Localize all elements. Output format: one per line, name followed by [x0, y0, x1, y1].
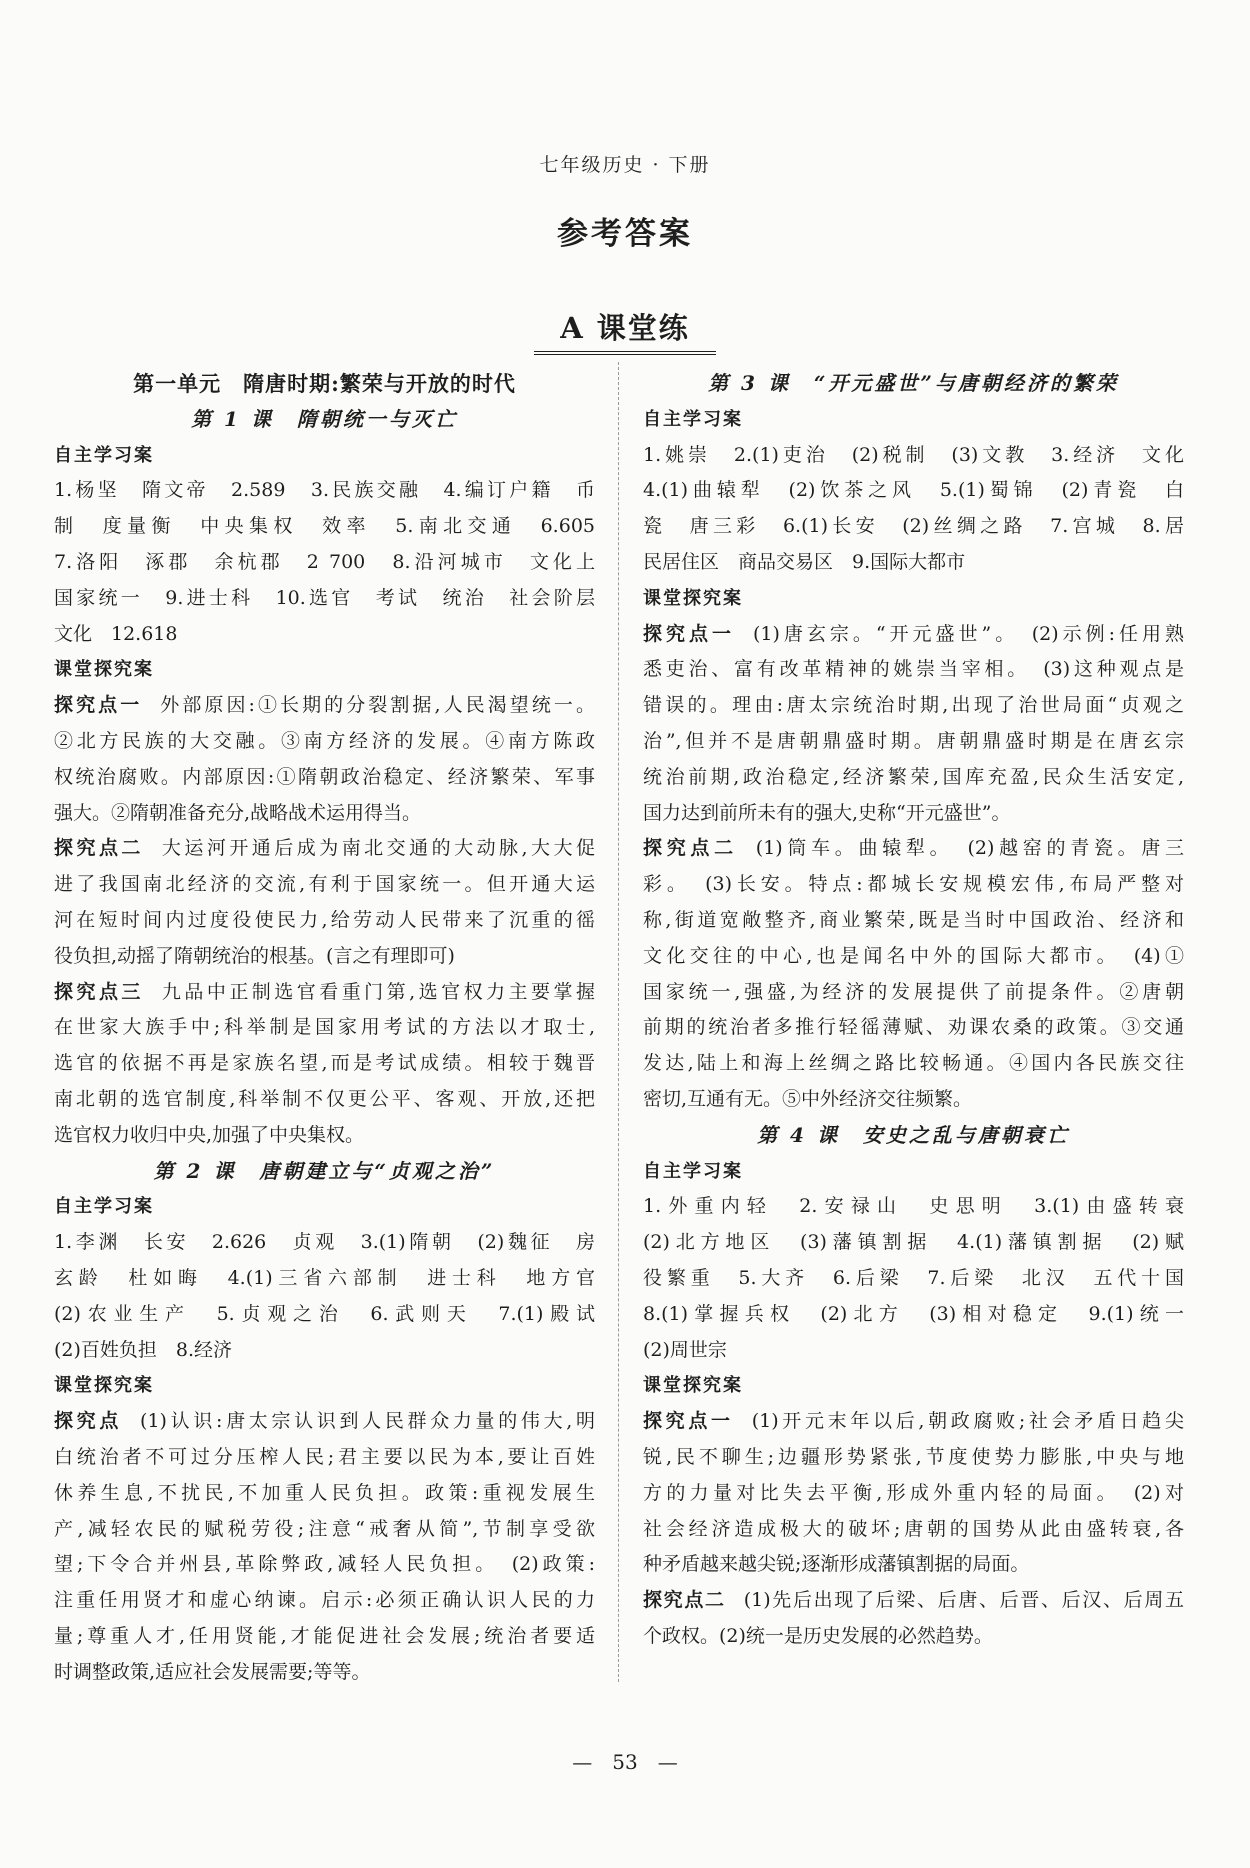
- right-column: [643, 366, 1184, 1655]
- text-line: 1.外重内轻 2.安禄山 史思明 3.(1)由盛转衰: [643, 1195, 1184, 1218]
- text-line: 望;下令合并州县,革除弊政,减轻人民负担。 (2)政策:: [54, 1553, 595, 1576]
- answer-paragraph: [54, 688, 595, 831]
- text-line: 役负担,动摇了隋朝统治的根基。(言之有理即可): [54, 944, 455, 967]
- line-text: (1)先后出现了后梁、后唐、后晋、后汉、后周五: [743, 1589, 1184, 1612]
- text-line: [643, 1404, 1184, 1440]
- answer-paragraph: [643, 1404, 1184, 1583]
- inquiry-point-label: 探究点二: [643, 1589, 726, 1612]
- inquiry-point-label: 探究点二: [54, 837, 144, 860]
- text-line: 1.姚崇 2.(1)吏治 (2)税制 (3)文教 3.经济 文化: [643, 443, 1184, 466]
- text-line: 产,减轻农民的赋税劳役;注意“戒奢从简”,节制享受欲: [54, 1517, 595, 1540]
- text-line: 7.洛阳 涿郡 余杭郡 2 700 8.沿河城市 文化上: [54, 550, 595, 573]
- left-column: [54, 366, 595, 1690]
- answer-paragraph: [54, 831, 595, 974]
- text-line: 南北朝的选官制度,科举制不仅更公平、客观、开放,还把: [54, 1087, 595, 1110]
- inquiry-point-label: 探究点二: [643, 837, 738, 860]
- text-line: 白统治者不可过分压榨人民;君主要以民为本,要让百姓: [54, 1445, 595, 1468]
- answer-paragraph: [54, 1225, 595, 1368]
- page-title: 参考答案: [557, 216, 693, 252]
- text-line: 强大。②隋朝准备充分,战略战术运用得当。: [54, 801, 422, 824]
- text-line: 瓷 唐三彩 6.(1)长安 (2)丝绸之路 7.宫城 8.居: [643, 515, 1184, 538]
- text-line: 选官权力收归中央,加强了中央集权。: [54, 1123, 365, 1146]
- text-line: 自主学习案: [643, 408, 743, 430]
- text-line: [54, 831, 595, 867]
- text-line: 课堂探究案: [643, 1375, 743, 1397]
- text-line: 密切,互通有无。⑤中外经济交往频繁。: [643, 1087, 973, 1110]
- text-line: (2)北方地区 (3)藩镇割据 4.(1)藩镇割据 (2)赋: [643, 1231, 1184, 1254]
- answer-paragraph: [54, 473, 595, 652]
- text-line: 在世家大族手中;科举制是国家用考试的方法以才取士,: [54, 1016, 595, 1039]
- answer-paragraph: [54, 1404, 595, 1690]
- text-line: 文化交往的中心,也是闻名中外的国际大都市。 (4)①: [643, 944, 1184, 967]
- text-line: 役繁重 5.大齐 6.后梁 7.后梁 北汉 五代十国: [643, 1266, 1184, 1289]
- text-line: (2)周世宗: [643, 1338, 727, 1361]
- text-line: [54, 688, 595, 724]
- text-line: 错误的。理由:唐太宗统治时期,出现了治世局面“贞观之: [643, 694, 1184, 717]
- text-line: 第 4 课 安史之乱与唐朝衰亡: [757, 1122, 1070, 1147]
- text-line: 国力达到前所未有的强大,史称“开元盛世”。: [643, 801, 1011, 824]
- text-line: 1.李渊 长安 2.626 贞观 3.(1)隋朝 (2)魏征 房: [54, 1231, 595, 1254]
- text-line: 河在短时间内过度役使民力,给劳动人民带来了沉重的徭: [54, 908, 595, 931]
- text-line: 玄龄 杜如晦 4.(1)三省六部制 进士科 地方官: [54, 1266, 595, 1289]
- inquiry-point-label: 探究点一: [54, 694, 143, 717]
- text-line: 时调整政策,适应社会发展需要;等等。: [54, 1660, 371, 1683]
- text-line: 彩。 (3)长安。特点:都城长安规模宏伟,布局严整对: [643, 873, 1184, 896]
- line-text: 外部原因:①长期的分裂割据,人民渴望统一。: [160, 694, 595, 717]
- text-line: 国家统一,强盛,为经济的发展提供了前提条件。②唐朝: [643, 980, 1184, 1003]
- text-line: 方的力量对比失去平衡,形成外重内轻的局面。 (2)对: [643, 1481, 1184, 1504]
- section-heading: [54, 652, 595, 688]
- text-line: 课堂探究案: [643, 587, 743, 609]
- answer-paragraph: [643, 831, 1184, 1117]
- part-heading-wrap: [0, 306, 1250, 355]
- text-line: 选官的依据不再是家族名望,而是考试成绩。相较于魏晋: [54, 1052, 595, 1075]
- section-heading: [643, 402, 1184, 438]
- answer-paragraph: [54, 975, 595, 1154]
- inquiry-point-label: 探究点三: [54, 980, 144, 1003]
- section-heading: [643, 581, 1184, 617]
- lesson-heading: [643, 1118, 1184, 1154]
- page-number: — 53 —: [572, 1750, 678, 1774]
- text-line: 锐,民不聊生;边疆形势紧张,节度使势力膨胀,中央与地: [643, 1445, 1184, 1468]
- lesson-heading: [643, 366, 1184, 402]
- section-heading: [54, 1368, 595, 1404]
- text-line: 文化 12.618: [54, 622, 178, 645]
- text-line: 种矛盾越来越尖锐;逐渐形成藩镇割据的局面。: [643, 1553, 1030, 1576]
- text-line: 进了我国南北经济的交流,有利于国家统一。但开通大运: [54, 873, 595, 896]
- line-text: 九品中正制选官看重门第,选官权力主要掌握: [161, 980, 595, 1003]
- text-line: 休养生息,不扰民,不加重人民负担。政策:重视发展生: [54, 1481, 595, 1504]
- text-line: 第 3 课 “开元盛世”与唐朝经济的繁荣: [708, 371, 1119, 395]
- text-line: 课堂探究案: [54, 659, 154, 681]
- unit-heading: [54, 366, 595, 402]
- line-text: 大运河开通后成为南北交通的大动脉,大大促: [161, 837, 595, 860]
- text-line: [54, 975, 595, 1011]
- text-line: 自主学习案: [54, 444, 154, 466]
- line-text: (1)筒车。曲辕犁。 (2)越窑的青瓷。唐三: [755, 837, 1184, 860]
- text-line: 悉吏治、富有改革精神的姚崇当宰相。 (3)这种观点是: [643, 658, 1184, 681]
- text-line: 民居住区 商品交易区 9.国际大都市: [643, 550, 966, 573]
- text-line: [54, 1404, 595, 1440]
- text-line: 自主学习案: [54, 1196, 154, 1218]
- text-line: 量;尊重人才,任用贤能,才能促进社会发展;统治者要适: [54, 1624, 595, 1647]
- text-line: 4.(1)曲辕犁 (2)饮茶之风 5.(1)蜀锦 (2)青瓷 白: [643, 479, 1184, 502]
- line-text: (1)开元末年以后,朝政腐败;社会矛盾日趋尖: [751, 1410, 1184, 1433]
- text-line: 称,街道宽敞整齐,商业繁荣,既是当时中国政治、经济和: [643, 908, 1184, 931]
- section-heading: [54, 438, 595, 474]
- text-line: 权统治腐败。内部原因:①隋朝政治稳定、经济繁荣、军事: [54, 765, 595, 788]
- section-heading: [643, 1368, 1184, 1404]
- answer-paragraph: [643, 438, 1184, 581]
- lesson-heading: [54, 1154, 595, 1190]
- text-line: (2)百姓负担 8.经济: [54, 1338, 233, 1361]
- book-subtitle: 七年级历史 · 下册: [539, 154, 711, 176]
- column-divider: [618, 362, 619, 1682]
- text-line: ②北方民族的大交融。③南方经济的发展。④南方陈政: [54, 729, 595, 752]
- section-heading: [643, 1154, 1184, 1190]
- inquiry-point-label: 探究点一: [643, 1410, 734, 1433]
- text-line: 第 1 课 隋朝统一与灭亡: [191, 406, 458, 431]
- text-line: 前期的统治者多推行轻徭薄赋、劝课农桑的政策。③交通: [643, 1016, 1184, 1039]
- answer-paragraph: [643, 1189, 1184, 1368]
- answer-paragraph: [643, 1583, 1184, 1655]
- line-text: (1)唐玄宗。“开元盛世”。 (2)示例:任用熟: [752, 622, 1184, 645]
- text-line: 8.(1)掌握兵权 (2)北方 (3)相对稳定 9.(1)统一: [643, 1302, 1184, 1325]
- text-line: 治”,但并不是唐朝鼎盛时期。唐朝鼎盛时期是在唐玄宗: [643, 729, 1184, 752]
- text-line: 注重任用贤才和虚心纳谏。启示:必须正确认识人民的力: [54, 1589, 595, 1612]
- lesson-heading: [54, 402, 595, 438]
- text-line: 国家统一 9.进士科 10.选官 考试 统治 社会阶层: [54, 586, 595, 609]
- inquiry-point-label: 探究点: [54, 1410, 123, 1433]
- text-line: 自主学习案: [643, 1160, 743, 1182]
- answer-paragraph: [643, 617, 1184, 832]
- text-line: 课堂探究案: [54, 1375, 154, 1397]
- text-line: 1.杨坚 隋文帝 2.589 3.民族交融 4.编订户籍 币: [54, 479, 595, 502]
- part-heading: A 课堂练: [534, 306, 716, 355]
- text-line: 第 2 课 唐朝建立与“贞观之治”: [153, 1158, 496, 1183]
- text-line: 制 度量衡 中央集权 效率 5.南北交通 6.605: [54, 515, 595, 538]
- inquiry-point-label: 探究点一: [643, 622, 735, 645]
- text-line: 个政权。(2)统一是历史发展的必然趋势。: [643, 1624, 993, 1647]
- text-line: 社会经济造成极大的破坏;唐朝的国势从此由盛转衰,各: [643, 1517, 1184, 1540]
- text-line: 发达,陆上和海上丝绸之路比较畅通。④国内各民族交往: [643, 1052, 1184, 1075]
- text-line: [643, 831, 1184, 867]
- text-line: (2)农业生产 5.贞观之治 6.武则天 7.(1)殿试: [54, 1302, 595, 1325]
- section-heading: [54, 1189, 595, 1225]
- text-line: [643, 617, 1184, 653]
- text-line: 第一单元 隋唐时期:繁荣与开放的时代: [133, 371, 516, 396]
- text-line: [643, 1583, 1184, 1619]
- text-line: 统治前期,政治稳定,经济繁荣,国库充盈,民众生活安定,: [643, 765, 1184, 788]
- line-text: (1)认识:唐太宗认识到人民群众力量的伟大,明: [140, 1410, 595, 1433]
